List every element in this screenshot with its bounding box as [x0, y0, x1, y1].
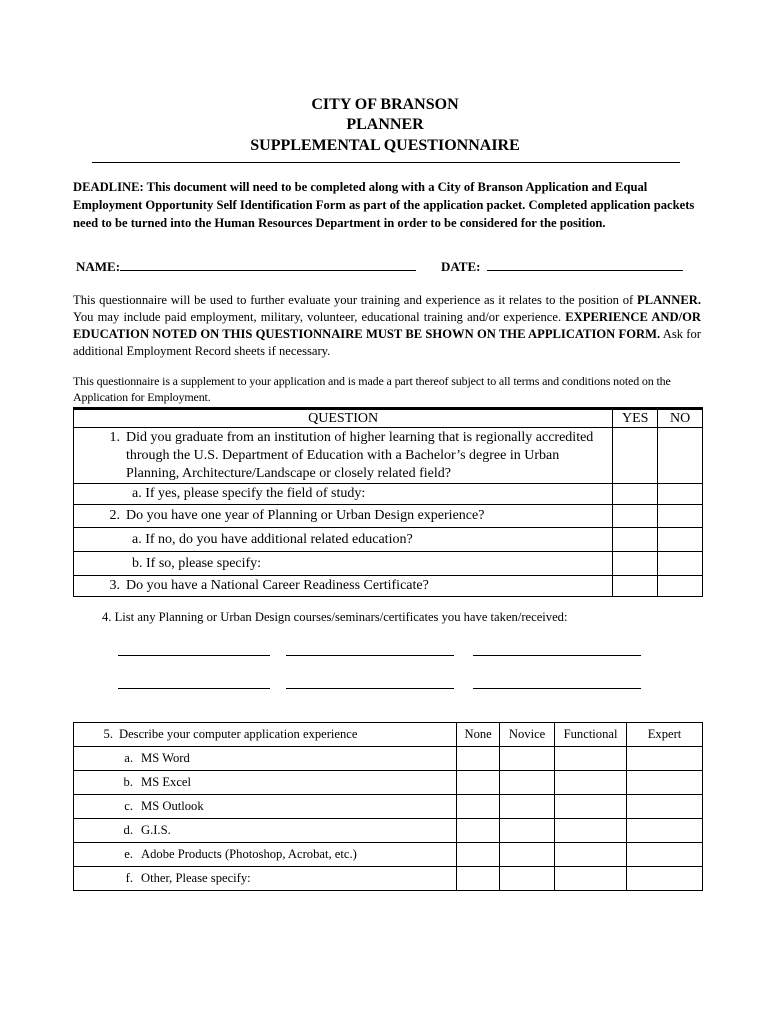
none-cell[interactable] [457, 747, 500, 771]
functional-cell[interactable] [555, 843, 627, 867]
title-questionnaire: SUPPLEMENTAL QUESTIONNAIRE [250, 137, 520, 154]
question-5-text: Describe your computer application experience [119, 727, 358, 741]
question-2-number: 2. [109, 508, 120, 523]
novice-cell[interactable] [500, 795, 555, 819]
level-novice-header: Novice [500, 723, 555, 747]
name-field[interactable] [76, 258, 416, 275]
computer-row-ms-outlook [74, 795, 703, 819]
question-2b-no-cell[interactable] [658, 552, 703, 576]
expert-cell[interactable] [627, 795, 703, 819]
course-entry-line[interactable] [118, 655, 270, 656]
expert-cell[interactable] [627, 843, 703, 867]
question-1-yes-cell[interactable] [613, 428, 658, 484]
course-entry-line[interactable] [286, 688, 454, 689]
question-1-number: 1. [109, 430, 120, 445]
intro-text-1: This questionnaire will be used to further evaluate your training and experience as it relates to the position of [73, 293, 634, 307]
question-2-yes-cell[interactable] [613, 505, 658, 528]
question-2b-text: b. If so, please specify: [132, 556, 262, 571]
functional-cell[interactable] [555, 819, 627, 843]
question-2a-no-cell[interactable] [658, 528, 703, 552]
expert-cell[interactable] [627, 771, 703, 795]
question-1-text: Did you graduate from an institution of higher learning that is regionally accredited through the U.S. Department of Education with a Bachelor’s degree in Urban Planning, Architecture/Landscape or closely related field? [126, 430, 594, 481]
question-row-3 [74, 576, 703, 597]
computer-row-gis [74, 819, 703, 843]
question-2a-text: a. If no, do you have additional related education? [132, 532, 413, 547]
computer-row-ms-word [74, 747, 703, 771]
level-expert-header: Expert [627, 723, 703, 747]
name-label: NAME: [76, 259, 121, 274]
functional-cell[interactable] [555, 867, 627, 891]
item-label: MS Outlook [141, 799, 204, 813]
item-label: Adobe Products (Photoshop, Acrobat, etc.) [141, 847, 357, 861]
question-3-number: 3. [109, 578, 120, 593]
item-label: MS Word [141, 751, 190, 765]
none-cell[interactable] [457, 867, 500, 891]
expert-cell[interactable] [627, 747, 703, 771]
question-1a-yes-cell[interactable] [613, 484, 658, 505]
question-row-2 [74, 505, 703, 528]
question-2b-yes-cell[interactable] [613, 552, 658, 576]
supplement-note: This questionnaire is a supplement to your application and is made a part thereof subject to all terms and conditions noted on the Application for Employment. [73, 374, 671, 404]
course-entry-line[interactable] [286, 655, 454, 656]
computer-table-header [74, 723, 703, 747]
question-2-text: Do you have one year of Planning or Urban Design experience? [126, 508, 485, 523]
header-yes: YES [613, 410, 658, 428]
item-label: Other, Please specify: [141, 871, 251, 885]
header-no: NO [658, 410, 703, 428]
item-label: G.I.S. [141, 823, 171, 837]
computer-row-adobe [74, 843, 703, 867]
functional-cell[interactable] [555, 795, 627, 819]
intro-paragraph [73, 292, 701, 360]
item-letter: a. [124, 751, 133, 765]
question-row-1 [74, 428, 703, 484]
question-5-number: 5. [103, 727, 113, 741]
none-cell[interactable] [457, 795, 500, 819]
header-divider [92, 162, 680, 163]
date-input-line[interactable] [487, 258, 683, 271]
novice-cell[interactable] [500, 843, 555, 867]
item-letter: e. [124, 847, 133, 861]
date-label: DATE: [441, 259, 481, 274]
functional-cell[interactable] [555, 771, 627, 795]
course-entry-line[interactable] [118, 688, 270, 689]
question-2-no-cell[interactable] [658, 505, 703, 528]
question-2a-yes-cell[interactable] [613, 528, 658, 552]
date-field[interactable] [441, 258, 683, 275]
none-cell[interactable] [457, 771, 500, 795]
computer-skills-table [73, 722, 703, 891]
header-question: QUESTION [74, 410, 613, 428]
course-entry-line[interactable] [473, 655, 641, 656]
course-entry-line[interactable] [473, 688, 641, 689]
question-3-yes-cell[interactable] [613, 576, 658, 597]
expert-cell[interactable] [627, 819, 703, 843]
question-3-text: Do you have a National Career Readiness Certificate? [126, 578, 429, 593]
item-label: MS Excel [141, 775, 192, 789]
none-cell[interactable] [457, 843, 500, 867]
question-1a-text: a. If yes, please specify the field of study: [132, 486, 366, 501]
title-position: PLANNER [346, 116, 424, 133]
item-letter: d. [123, 823, 133, 837]
question-4-text: 4. List any Planning or Urban Design courses/seminars/certificates you have taken/received: [102, 610, 568, 624]
none-cell[interactable] [457, 819, 500, 843]
novice-cell[interactable] [500, 819, 555, 843]
name-input-line[interactable] [120, 258, 416, 271]
novice-cell[interactable] [500, 747, 555, 771]
novice-cell[interactable] [500, 867, 555, 891]
item-letter: c. [124, 799, 133, 813]
question-1a-no-cell[interactable] [658, 484, 703, 505]
question-row-1a [74, 484, 703, 505]
question-table [73, 409, 703, 597]
question-1-no-cell[interactable] [658, 428, 703, 484]
item-letter: b. [123, 775, 133, 789]
expert-cell[interactable] [627, 867, 703, 891]
intro-text-2: You may include paid employment, military, volunteer, educational training and/or experience. [73, 310, 562, 324]
question-table-header [74, 410, 703, 428]
functional-cell[interactable] [555, 747, 627, 771]
computer-row-ms-excel [74, 771, 703, 795]
question-row-2b [74, 552, 703, 576]
intro-position-bold: PLANNER. [636, 293, 702, 307]
question-row-2a [74, 528, 703, 552]
question-3-no-cell[interactable] [658, 576, 703, 597]
deadline-notice: DEADLINE: This document will need to be completed along with a City of Branson Application and Equal Employment Opportunity Self Identification Form as part of the application packet. Completed application packets need to be turned into the Human Resources Department in order to be considered for the position. [73, 180, 695, 230]
title-city: CITY OF BRANSON [311, 96, 459, 113]
level-functional-header: Functional [555, 723, 627, 747]
level-none-header: None [457, 723, 500, 747]
item-letter: f. [125, 871, 133, 885]
computer-row-other [74, 867, 703, 891]
intro-text-3: Ask for additional Employment Record sheets if necessary. [73, 327, 701, 358]
intro-requirement-bold: EXPERIENCE AND/OR EDUCATION NOTED ON THIS QUESTIONNAIRE MUST BE SHOWN ON THE APPLICATION FORM. [73, 310, 701, 341]
novice-cell[interactable] [500, 771, 555, 795]
